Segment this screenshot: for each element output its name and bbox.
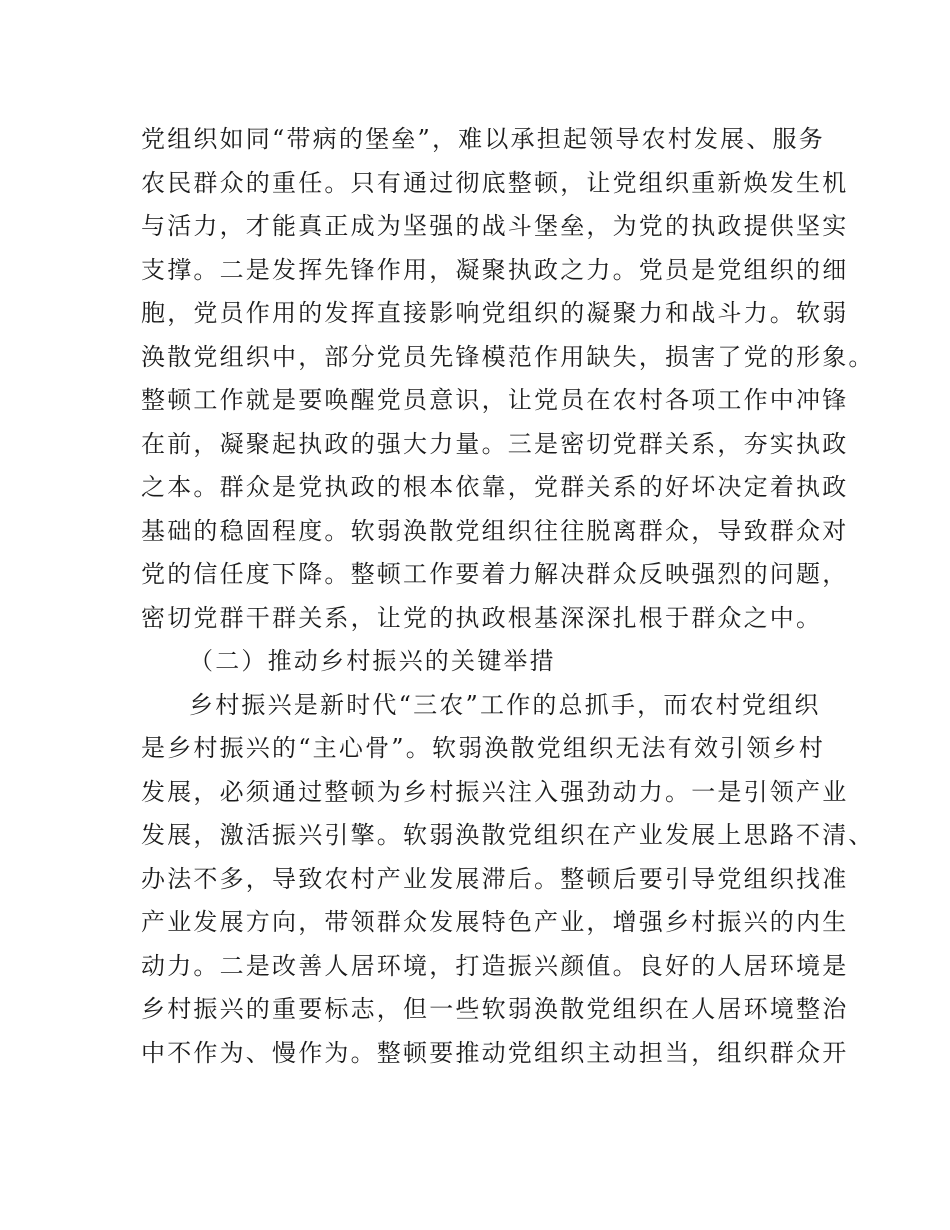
document-body bbox=[141, 118, 875, 1075]
paragraph-line: 基础的稳固程度。软弱涣散党组织往往脱离群众，导致群众对 bbox=[141, 516, 849, 545]
paragraph-line: 乡村振兴是新时代“三农”工作的总抓手，而农村党组织 bbox=[189, 690, 821, 719]
paragraph-line: 发展，必须通过整顿为乡村振兴注入强劲动力。一是引领产业 bbox=[141, 777, 849, 806]
paragraph-line: 乡村振兴的重要标志，但一些软弱涣散党组织在人居环境整治 bbox=[141, 995, 849, 1023]
paragraph-continued bbox=[141, 118, 875, 640]
paragraph-line: 农民群众的重任。只有通过彻底整顿，让党组织重新焕发生机 bbox=[141, 168, 849, 197]
section-heading: （二）推动乡村振兴的关键举措 bbox=[189, 647, 556, 675]
paragraph-line: 党的信任度下降。整顿工作要着力解决群众反映强烈的问题， bbox=[141, 560, 849, 588]
paragraph-line: 办法不多，导致农村产业发展滞后。整顿后要引导党组织找准 bbox=[141, 864, 849, 893]
paragraph-line: 是乡村振兴的“主心骨”。软弱涣散党组织无法有效引领乡村 bbox=[141, 734, 825, 762]
paragraph-line: 整顿工作就是要唤醒党员意识，让党员在农村各项工作中冲锋 bbox=[141, 386, 849, 414]
paragraph-line: 动力。二是改善人居环境，打造振兴颜值。良好的人居环境是 bbox=[141, 951, 849, 980]
paragraph-line: 与活力，才能真正成为坚强的战斗堡垒，为党的执政提供坚实 bbox=[141, 212, 849, 240]
paragraph-line: 密切党群干群关系，让党的执政根基深深扎根于群众之中。 bbox=[141, 603, 823, 632]
paragraph-line: 支撑。二是发挥先锋作用，凝聚执政之力。党员是党组织的细 bbox=[141, 255, 849, 284]
paragraph-line: 之本。群众是党执政的根本依靠，党群关系的好坏决定着执政 bbox=[141, 473, 849, 501]
paragraph-line: 在前，凝聚起执政的强大力量。三是密切党群关系，夯实执政 bbox=[141, 429, 849, 458]
paragraph-line: 党组织如同“带病的堡垒”，难以承担起领导农村发展、服务 bbox=[141, 125, 825, 153]
paragraph-line: 产业发展方向，带领群众发展特色产业，增强乡村振兴的内生 bbox=[141, 908, 849, 936]
paragraph-line: 发展，激活振兴引擎。软弱涣散党组织在产业发展上思路不清、 bbox=[141, 821, 875, 849]
paragraph-line: 胞，党员作用的发挥直接影响党组织的凝聚力和战斗力。软弱 bbox=[141, 299, 849, 327]
paragraph-line: 中不作为、慢作为。整顿要推动党组织主动担当，组织群众开 bbox=[141, 1038, 849, 1067]
paragraph-line: 涣散党组织中，部分党员先锋模范作用缺失，损害了党的形象。 bbox=[141, 342, 875, 371]
paragraph-second bbox=[141, 684, 875, 1076]
